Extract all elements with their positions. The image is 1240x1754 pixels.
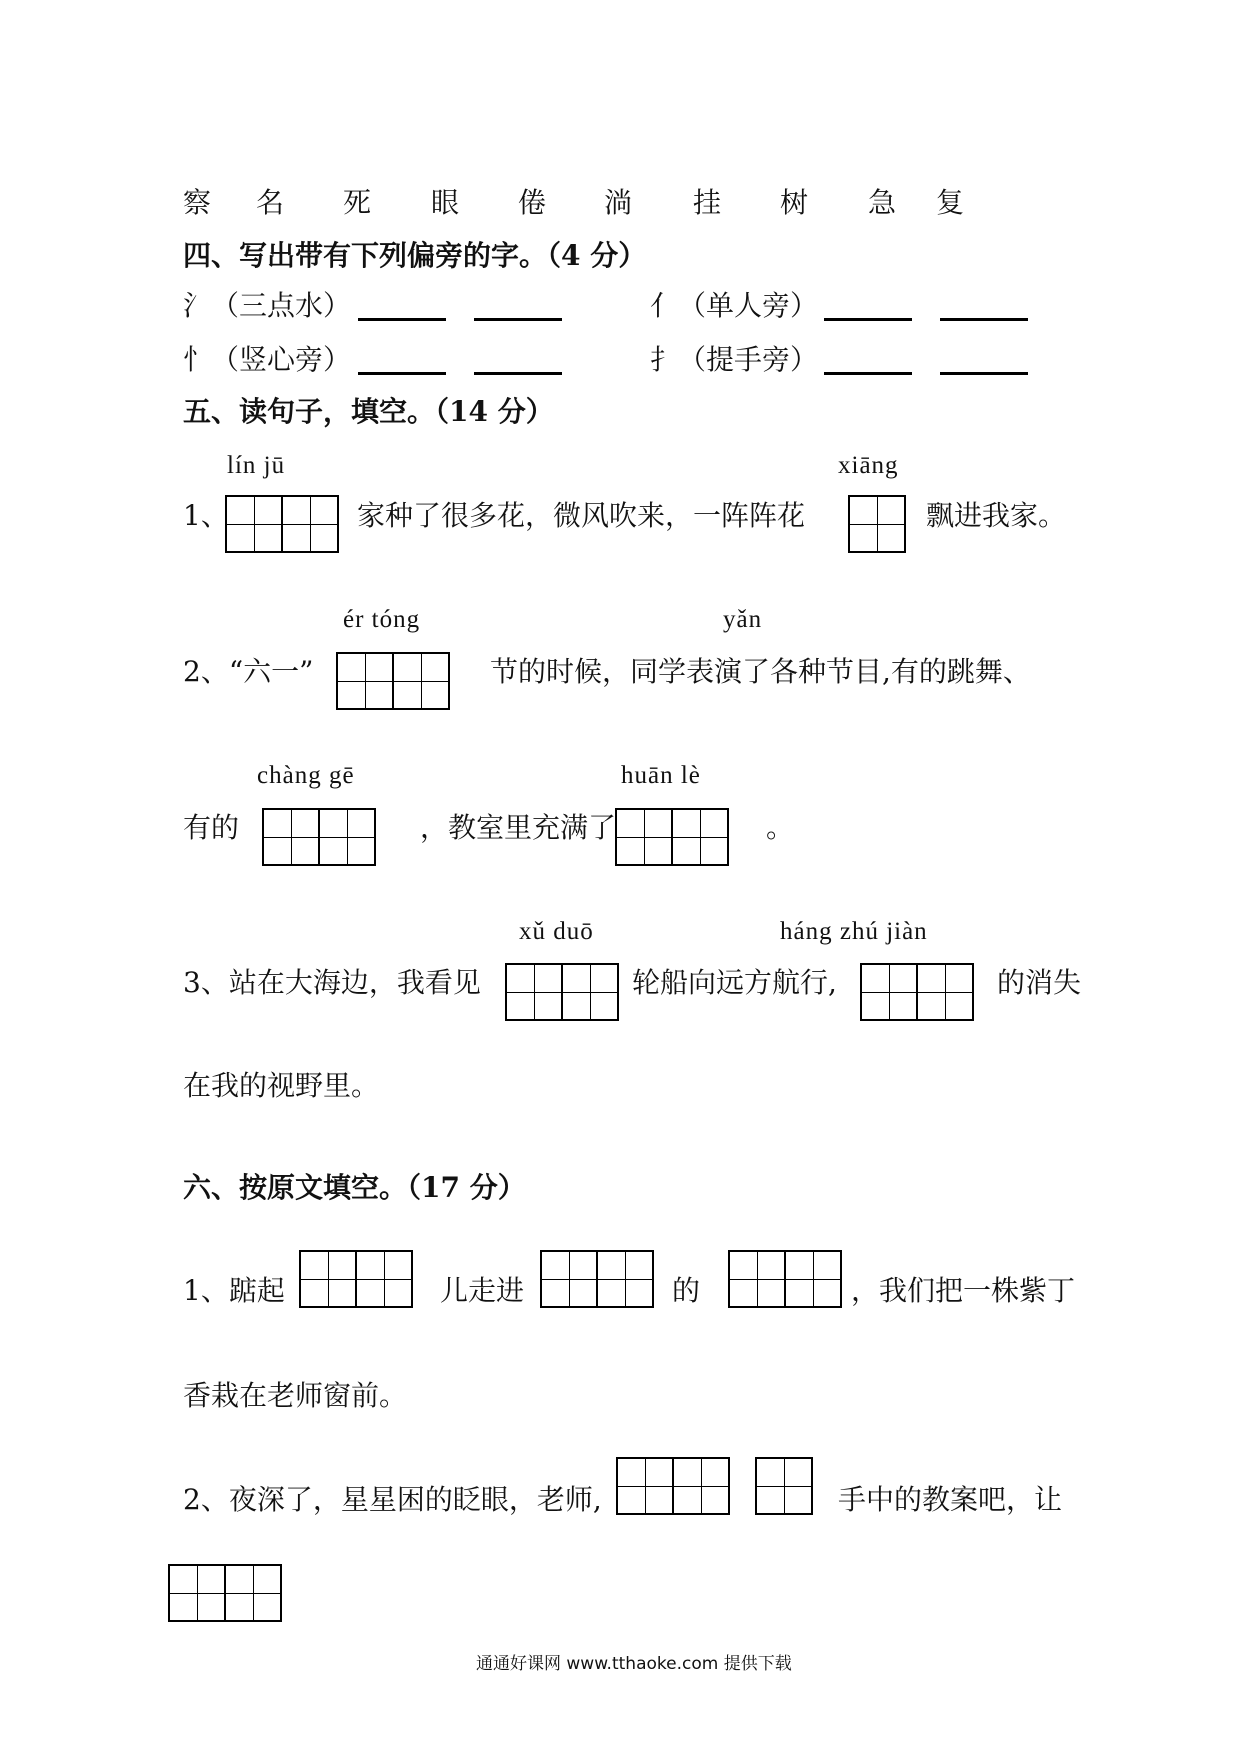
tianzige-box[interactable] [505,963,617,1021]
sentence-text: 有的 [183,811,240,844]
tianzige-box[interactable] [616,1457,728,1515]
answer-blank[interactable] [358,372,446,375]
pinyin: xiāng [838,452,899,479]
tianzige-box[interactable] [755,1457,811,1515]
pinyin: chàng gē [257,762,355,789]
char-3: 死 [343,186,372,219]
char-7: 挂 [693,186,722,219]
char-5: 倦 [518,186,547,219]
tianzige-box[interactable] [860,963,972,1021]
page-footer: 通通好课网 www.tthaoke.com 提供下载 [476,1654,792,1674]
tianzige-box[interactable] [615,808,727,866]
question-number: 3、站在大海边，我看见 [183,966,481,999]
sentence-text: 手中的教案吧，让 [838,1483,1063,1516]
tianzige-box[interactable] [336,652,448,710]
sentence-text: 节的时候，同学表演了各种节目,有的跳舞、 [490,655,1031,688]
answer-blank[interactable] [474,318,562,321]
tianzige-box[interactable] [728,1250,840,1308]
sentence-text: ，教室里充满了 [420,811,617,844]
pinyin: ér tóng [343,606,421,633]
tianzige-box[interactable] [540,1250,652,1308]
char-4: 眼 [431,186,460,219]
sentence-text: 轮船向远方航行, [632,966,837,999]
pinyin: lín jū [227,452,286,479]
question-number: 1、 [183,499,229,532]
char-1: 察 [183,186,212,219]
char-9: 急 [868,186,897,219]
section4-title: 四、写出带有下列偏旁的字。（4 分） [183,239,647,272]
sentence-text: 的 [672,1274,701,1307]
tianzige-box[interactable] [848,495,904,553]
char-2: 名 [256,186,285,219]
sentence-text: 家种了很多花，微风吹来，一阵阵花 [357,499,806,532]
sentence-text: 的消失 [997,966,1082,999]
char-8: 树 [780,186,809,219]
answer-blank[interactable] [940,372,1028,375]
answer-blank[interactable] [474,372,562,375]
sentence-text: 2、夜深了，星星困的眨眼，老师, [183,1483,602,1516]
char-6: 淌 [604,186,633,219]
answer-blank[interactable] [824,318,912,321]
sentence-text: 在我的视野里。 [183,1069,380,1102]
char-10: 复 [936,186,965,219]
tianzige-box[interactable] [225,495,337,553]
pinyin: huān lè [621,762,701,789]
radical-right-1: 亻（单人旁） [650,289,819,322]
tianzige-box[interactable] [262,808,374,866]
section5-title: 五、读句子，填空。（14 分） [183,395,554,428]
radical-right-2: 扌（提手旁） [650,343,819,376]
pinyin: háng zhú jiàn [780,918,928,945]
sentence-text: 1、踮起 [183,1274,285,1307]
sentence-text: 飘进我家。 [926,499,1067,532]
sentence-text: 香栽在老师窗前。 [183,1379,408,1412]
sentence-text: ，我们把一株紫丁 [851,1274,1076,1307]
sentence-text: 。 [766,811,795,844]
section6-title: 六、按原文填空。（17 分） [183,1171,526,1204]
radical-left-1: 氵（三点水） [183,289,352,322]
answer-blank[interactable] [358,318,446,321]
pinyin: xǔ duō [519,918,594,945]
sentence-text: 儿走进 [440,1274,525,1307]
pinyin: yǎn [723,606,763,633]
answer-blank[interactable] [824,372,912,375]
answer-blank[interactable] [940,318,1028,321]
radical-left-2: 忄（竖心旁） [183,343,352,376]
tianzige-box[interactable] [299,1250,411,1308]
question-number: 2、“六一” [183,655,314,688]
tianzige-box[interactable] [168,1564,280,1622]
